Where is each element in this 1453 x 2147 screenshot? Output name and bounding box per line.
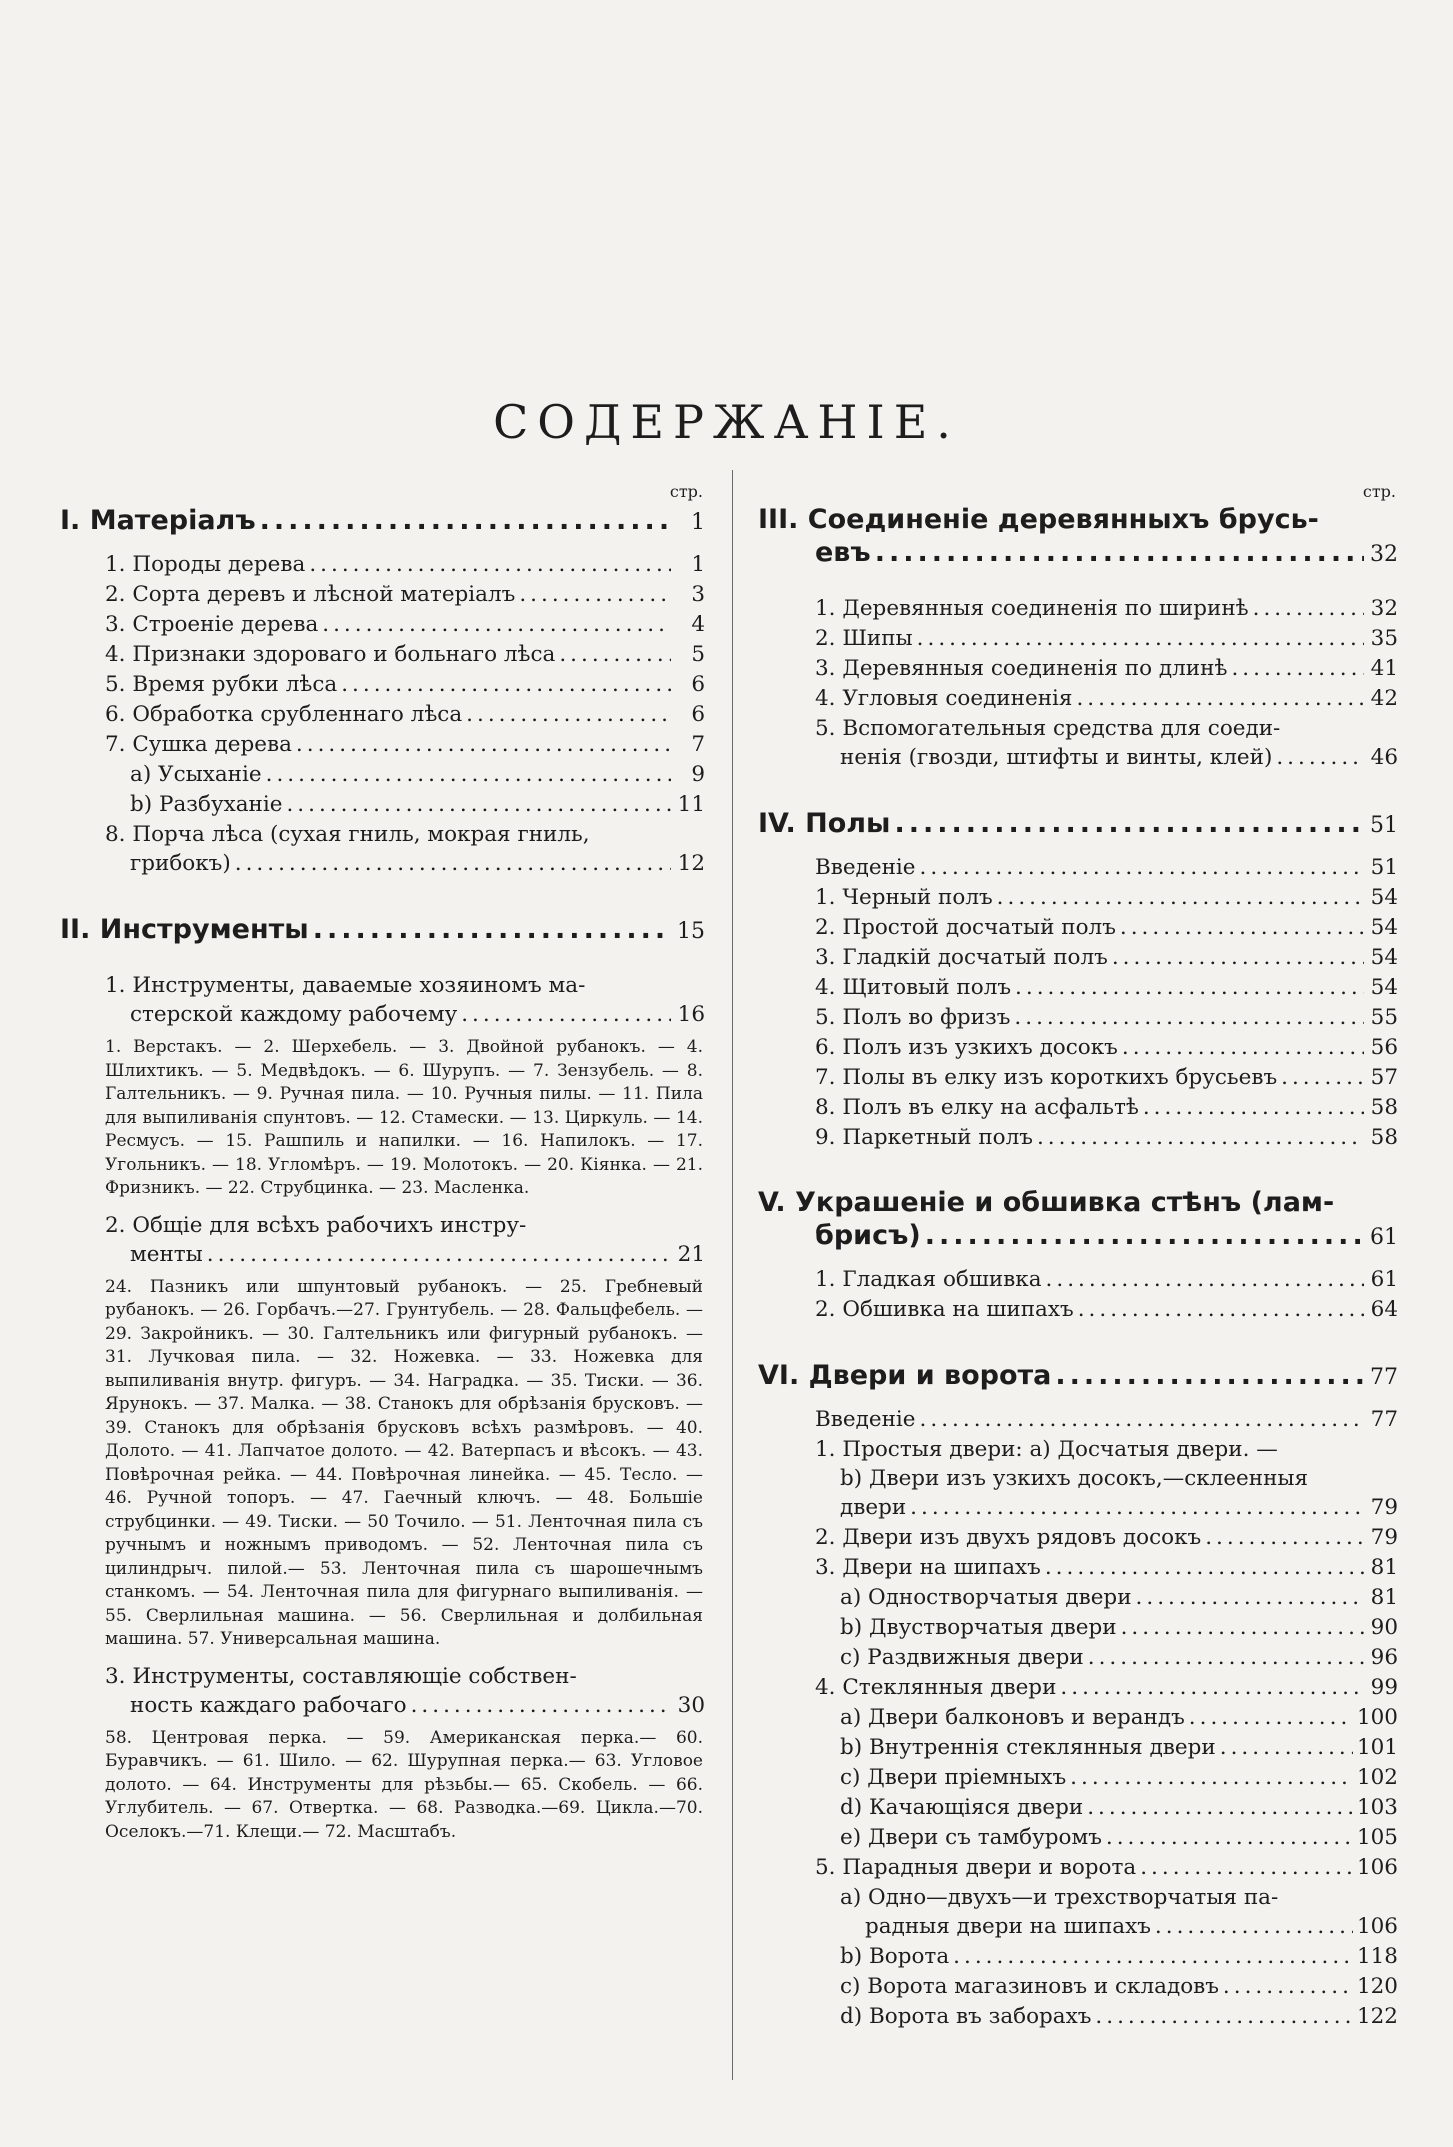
- toc-entry-detail: 58. Центровая перка. — 59. Американская перка.— 60. Буравчикъ. — 61. Шило. — 62. Шурупная перка.— 63. Угловое долото. — 64. Инструменты для рѣзьбы.— 65. Скобель. — 66. Углубитель. — 67. Отвертка. — 68. Разводка.—69. Цикла.—70. Оселокъ.—71. Клещи.— 72. Масштабъ.: [105, 1727, 703, 1842]
- toc-section-1[interactable]: I. Матеріалъ ..... 1: [60, 504, 705, 540]
- toc-section-6[interactable]: VI. Двери и ворота ..... 77: [758, 1359, 1398, 1395]
- toc-subentry[interactable]: c) Раздвижныя двери ..... 96: [840, 1643, 1398, 1673]
- toc-subentry[interactable]: а) Усыханіе ..... 9: [105, 760, 705, 790]
- toc-entry[interactable]: 2. Двери изъ двухъ рядовъ досокъ ..... 79: [815, 1523, 1398, 1553]
- toc-entry[interactable]: 1. Гладкая обшивка ..... 61: [815, 1265, 1398, 1295]
- toc-subentry[interactable]: а) Одностворчатыя двери ..... 81: [840, 1583, 1398, 1613]
- page-title: СОДЕРЖАНІЕ.: [493, 395, 960, 449]
- page-column-label: стр.: [1362, 482, 1396, 501]
- toc-entry-multiline[interactable]: 2. Общіе для всѣхъ рабочихъ инстру- менты ..... 21: [105, 1211, 705, 1270]
- toc-section-2[interactable]: II. Инструменты ..... 15: [60, 913, 705, 949]
- page-column-label: стр.: [669, 482, 703, 501]
- toc-entry[interactable]: 2. Простой досчатый полъ ..... 54: [815, 913, 1398, 943]
- toc-subentry[interactable]: d) Качающіяся двери ..... 103: [840, 1793, 1398, 1823]
- toc-subentry[interactable]: b) Внутреннія стеклянныя двери ..... 101: [840, 1733, 1398, 1763]
- toc-subentry[interactable]: а) Двери балконовъ и верандъ ..... 100: [840, 1703, 1398, 1733]
- toc-entry[interactable]: 7. Полы въ елку изъ короткихъ брусьевъ ..... 57: [815, 1063, 1398, 1093]
- toc-subentry-multiline[interactable]: а) Одно—двухъ—и трехстворчатыя па- радныя двери на шипахъ ..... 106: [840, 1883, 1398, 1942]
- toc-section-4[interactable]: IV. Полы ..... 51: [758, 807, 1398, 843]
- toc-entry-multiline[interactable]: 1. Простыя двери: а) Досчатыя двери. — b) Двери изъ узкихъ досокъ,—склеенныя двери ..... 79: [815, 1435, 1398, 1523]
- toc-entry[interactable]: 5. Полъ во фризъ ..... 55: [815, 1003, 1398, 1033]
- toc-entry[interactable]: 6. Полъ изъ узкихъ досокъ ..... 56: [815, 1033, 1398, 1063]
- toc-entry[interactable]: 2. Шипы ..... 35: [815, 624, 1398, 654]
- toc-subentry[interactable]: b) Ворота ..... 118: [840, 1942, 1398, 1972]
- toc-entry[interactable]: 1. Деревянныя соединенія по ширинѣ ..... 32: [815, 594, 1398, 624]
- toc-entry[interactable]: 8. Полъ въ елку на асфальтѣ ..... 58: [815, 1093, 1398, 1123]
- toc-entry[interactable]: 2. Сорта деревъ и лѣсной матеріалъ ..... 3: [105, 580, 705, 610]
- toc-entry-multiline[interactable]: 5. Вспомогательныя средства для соеди- ненія (гвозди, штифты и винты, клей) ..... 46: [815, 714, 1398, 773]
- toc-subentry[interactable]: b) Двустворчатыя двери ..... 90: [840, 1613, 1398, 1643]
- toc-section-3[interactable]: III. Соединеніе деревянныхъ брусь- евъ ..... 32: [758, 504, 1398, 572]
- toc-entry[interactable]: 3. Гладкій досчатый полъ ..... 54: [815, 943, 1398, 973]
- toc-entry[interactable]: 2. Обшивка на шипахъ ..... 64: [815, 1295, 1398, 1325]
- toc-entry[interactable]: 3. Деревянныя соединенія по длинѣ ..... 41: [815, 654, 1398, 684]
- toc-entry[interactable]: 6. Обработка срубленнаго лѣса ..... 6: [105, 700, 705, 730]
- toc-section-5[interactable]: V. Украшеніе и обшивка стѣнъ (лам- брисъ) ..... 61: [758, 1187, 1398, 1255]
- toc-entry[interactable]: 4. Угловыя соединенія ..... 42: [815, 684, 1398, 714]
- toc-entry[interactable]: 1. Породы дерева ..... 1: [105, 550, 705, 580]
- toc-entry[interactable]: 9. Паркетный полъ ..... 58: [815, 1123, 1398, 1153]
- toc-entry[interactable]: 4. Стеклянныя двери ..... 99: [815, 1673, 1398, 1703]
- toc-subentry[interactable]: d) Ворота въ заборахъ ..... 122: [840, 2002, 1398, 2032]
- column-divider: [732, 470, 733, 2080]
- toc-entry-detail: 1. Верстакъ. — 2. Шерхебель. — 3. Двойной рубанокъ. — 4. Шлихтикъ. — 5. Медвѣдокъ. — 6. Шурупъ. — 7. Зензубель. — 8. Галтельникъ. — 9. Ручная пила. — 10. Ручныя пилы. — 11. Пила для выпиливанія спунтовъ. — 12. Стамески. — 13. Циркуль. — 14. Ресмусъ. — 15. Рашпиль и напилки. — 16. Напилокъ. — 17. Угольникъ. — 18. Угломѣръ. — 19. Молотокъ. — 20. Кіянка. — 21. Фризникъ. — 22. Струбцинка. — 23. Масленка.: [105, 1037, 703, 1198]
- toc-entry-detail: 24. Пазникъ или шпунтовый рубанокъ. — 25. Гребневый рубанокъ. — 26. Горбачъ.—27. Грунтубель. — 28. Фальцфебель. — 29. Закройникъ. — 30. Галтельникъ или фигурный рубанокъ. — 31. Лучковая пила. — 32. Ножевка. — 33. Ножевка для выпиливанія внутр. фигуръ. — 34. Наградка. — 35. Тиски. — 36. Ярунокъ. — 37. Малка. — 38. Станокъ для обрѣзанія брусковъ. — 39. Станокъ для обрѣзанія брусковъ всѣхъ размѣровъ. — 40. Долото. — 41. Лапчатое долото. — 42. Ватерпасъ и вѣсокъ. — 43. Повѣрочная рейка. — 44. Повѣрочная линейка. — 45. Тесло. — 46. Ручной топоръ. — 47. Гаечный ключъ. — 48. Большіе струбцинки. — 49. Тиски. — 50 Точило. — 51. Ленточная пила съ ручнымъ и ножнымъ приводомъ. — 52. Ленточная пила съ цилиндрыч. пилой.— 53. Ленточная пила съ шарошечнымъ станкомъ. — 54. Ленточная пила для фигурнаго выпиливанія. — 55. Сверлильная машина. — 56. Сверлильная и долбильная машина. 57. Универсальная машина.: [105, 1276, 703, 1649]
- toc-left-column: [60, 480, 705, 1854]
- toc-subentry[interactable]: e) Двери съ тамбуромъ ..... 105: [840, 1823, 1398, 1853]
- toc-entry[interactable]: 3. Двери на шипахъ ..... 81: [815, 1553, 1398, 1583]
- toc-entry[interactable]: 7. Сушка дерева ..... 7: [105, 730, 705, 760]
- toc-right-column: [758, 480, 1398, 2032]
- toc-entry[interactable]: 4. Щитовый полъ ..... 54: [815, 973, 1398, 1003]
- toc-subentry[interactable]: c) Ворота магазиновъ и складовъ ..... 120: [840, 1972, 1398, 2002]
- toc-entry[interactable]: Введеніе ..... 51: [815, 853, 1398, 883]
- toc-entry-multiline[interactable]: 8. Порча лѣса (сухая гниль, мокрая гниль, грибокъ) ..... 12: [105, 820, 705, 879]
- toc-subentry[interactable]: c) Двери пріемныхъ ..... 102: [840, 1763, 1398, 1793]
- toc-subentry[interactable]: b) Разбуханіе ..... 11: [105, 790, 705, 820]
- toc-entry[interactable]: 3. Строеніе дерева ..... 4: [105, 610, 705, 640]
- toc-entry[interactable]: Введеніе ..... 77: [815, 1405, 1398, 1435]
- toc-entry[interactable]: 5. Парадныя двери и ворота ..... 106: [815, 1853, 1398, 1883]
- toc-entry-multiline[interactable]: 3. Инструменты, составляющіе собствен- ность каждаго рабочаго ..... 30: [105, 1662, 705, 1721]
- toc-entry-multiline[interactable]: 1. Инструменты, даваемые хозяиномъ ма- стерской каждому рабочему ..... 16: [105, 971, 705, 1030]
- toc-entry[interactable]: 4. Признаки здороваго и больнаго лѣса ..... 5: [105, 640, 705, 670]
- toc-entry[interactable]: 5. Время рубки лѣса ..... 6: [105, 670, 705, 700]
- toc-entry[interactable]: 1. Черный полъ ..... 54: [815, 883, 1398, 913]
